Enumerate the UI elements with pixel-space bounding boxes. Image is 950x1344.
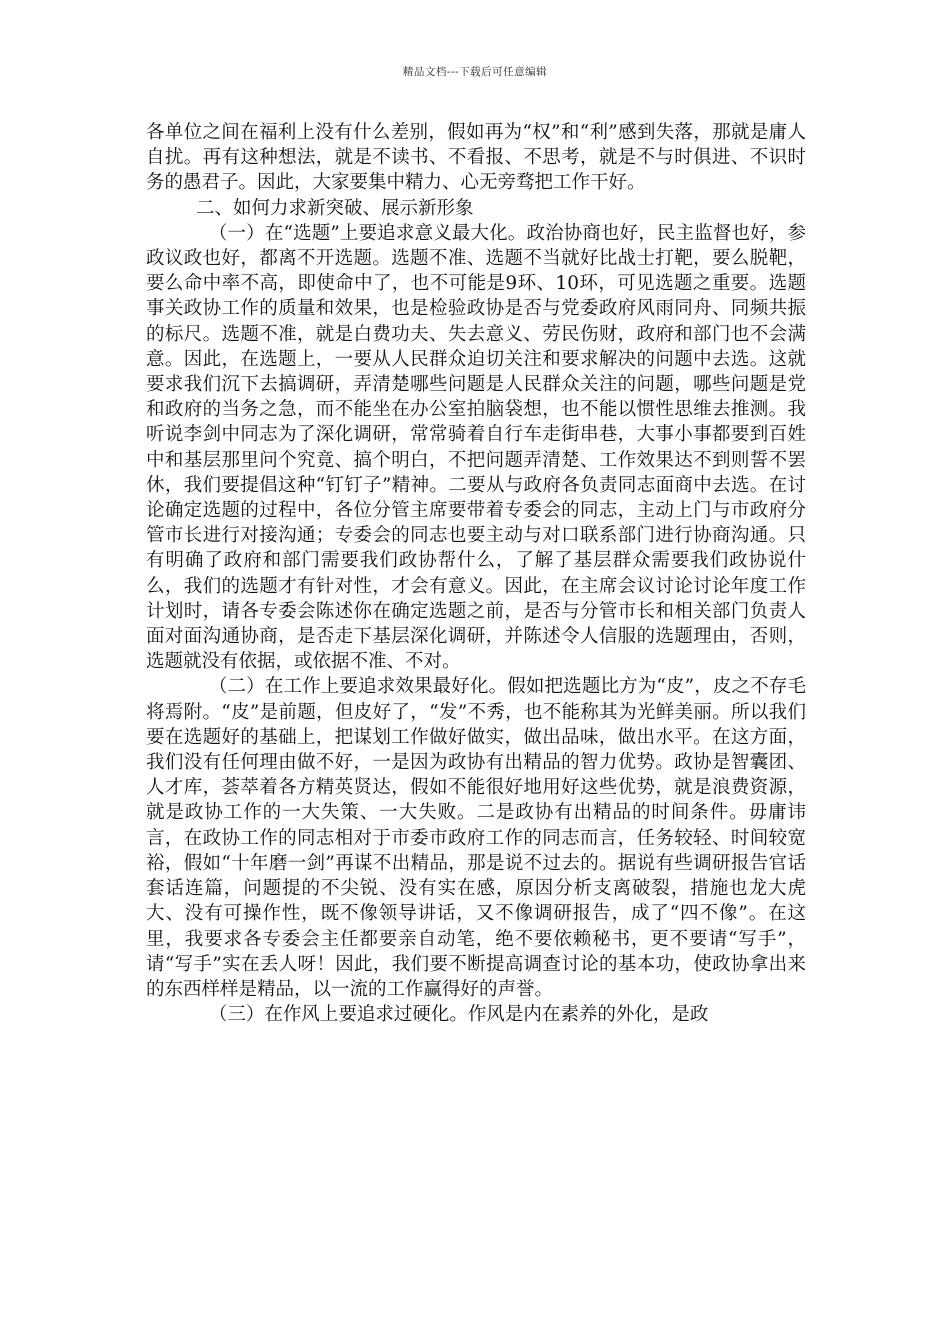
page-header: 精品文档---下载后可任意编辑 (402, 66, 548, 78)
paragraph-1: 各单位之间在福利上没有什么差别，假如再为“权”和“利”感到失落，那就是庸人自扰。再有这种想法，就是不读书、不看报、不思考，就是不与时俱进、不识时务的愚君子。因此，大家要集中精力、心无旁骛把工作干好。 (146, 122, 806, 194)
section-heading: 二、如何力求新突破、展示新形象 (195, 197, 474, 219)
paragraph-3: （二）在工作上要追求效果最好化。假如把选题比方为“皮”，皮之不存毛将焉附。“皮”是前题，但皮好了，“发”不秀，也不能称其为光鲜美丽。所以我们要在选题好的基础上，把谋划工作做好做实，做出品味，做出水平。在这方面，我们没有任何理由做不好，一是因为政协有出精品的智力优势。政协是智囊团、人才库，荟萃着各方精英贤达，假如不能很好地用好这些优势，就是浪费资源，就是政协工作的一大失策、一大失败。二是政协有出精品的时间条件。毋庸讳言，在政协工作的同志相对于市委市政府工作的同志而言，任务较轻、时间较宽裕，假如“十年磨一剑”再谋不出精品，那是说不过去的。据说有些调研报告官话套话连篇，问题提的不尖锐、没有实在感，原因分析支离破裂，措施也龙大虎大、没有可操作性，既不像领导讲话，又不像调研报告，成了“四不像”。在这里，我要求各专委会主任都要亲自动笔，绝不要依赖秘书，更不要请“写手”，请“写手”实在丢人呀！因此，我们要不断提高调查讨论的基本功，使政协拿出来的东西样样是精品，以一流的工作赢得好的声誉。 (146, 676, 806, 1000)
document-body (146, 120, 806, 1027)
paragraph-4: （三）在作风上要追求过硬化。作风是内在素养的外化，是政 (208, 1004, 709, 1026)
paragraph-2: （一）在“选题”上要追求意义最大化。政治协商也好，民主监督也好，参政议政也好，都离不开选题。选题不准、选题不当就好比战士打靶，要么脱靶，要么命中率不高，即使命中了，也不可能是9环、10环，可见选题之重要。选题事关政协工作的质量和效果，也是检验政协是否与党委政府风雨同舟、同频共振的标尺。选题不准，就是白费功夫、失去意义、劳民伤财，政府和部门也不会满意。因此，在选题上，一要从人民群众迫切关注和要求解决的问题中去选。这就要求我们沉下去搞调研，弄清楚哪些问题是人民群众关注的问题，哪些问题是党和政府的当务之急，而不能坐在办公室拍脑袋想，也不能以惯性思维去推测。我听说李剑中同志为了深化调研，常常骑着自行车走街串巷，大事小事都要到百姓中和基层那里问个究竟、搞个明白，不把问题弄清楚、工作效果达不到则誓不罢休，我们要提倡这种“钉钉子”精神。二要从与政府各负责同志面商中去选。在讨论确定选题的过程中，各位分管主席要带着专委会的同志，主动上门与市政府分管市长进行对接沟通；专委会的同志也要主动与对口联系部门进行协商沟通。只有明确了政府和部门需要我们政协帮什么，了解了基层群众需要我们政协说什么，我们的选题才有针对性，才会有意义。因此，在主席会议讨论讨论年度工作计划时，请各专委会陈述你在确定选题之前，是否与分管市长和相关部门负责人面对面沟通协商，是否走下基层深化调研，并陈述令人信服的选题理由，否则，选题就没有依据，或依据不准、不对。 (146, 222, 806, 673)
